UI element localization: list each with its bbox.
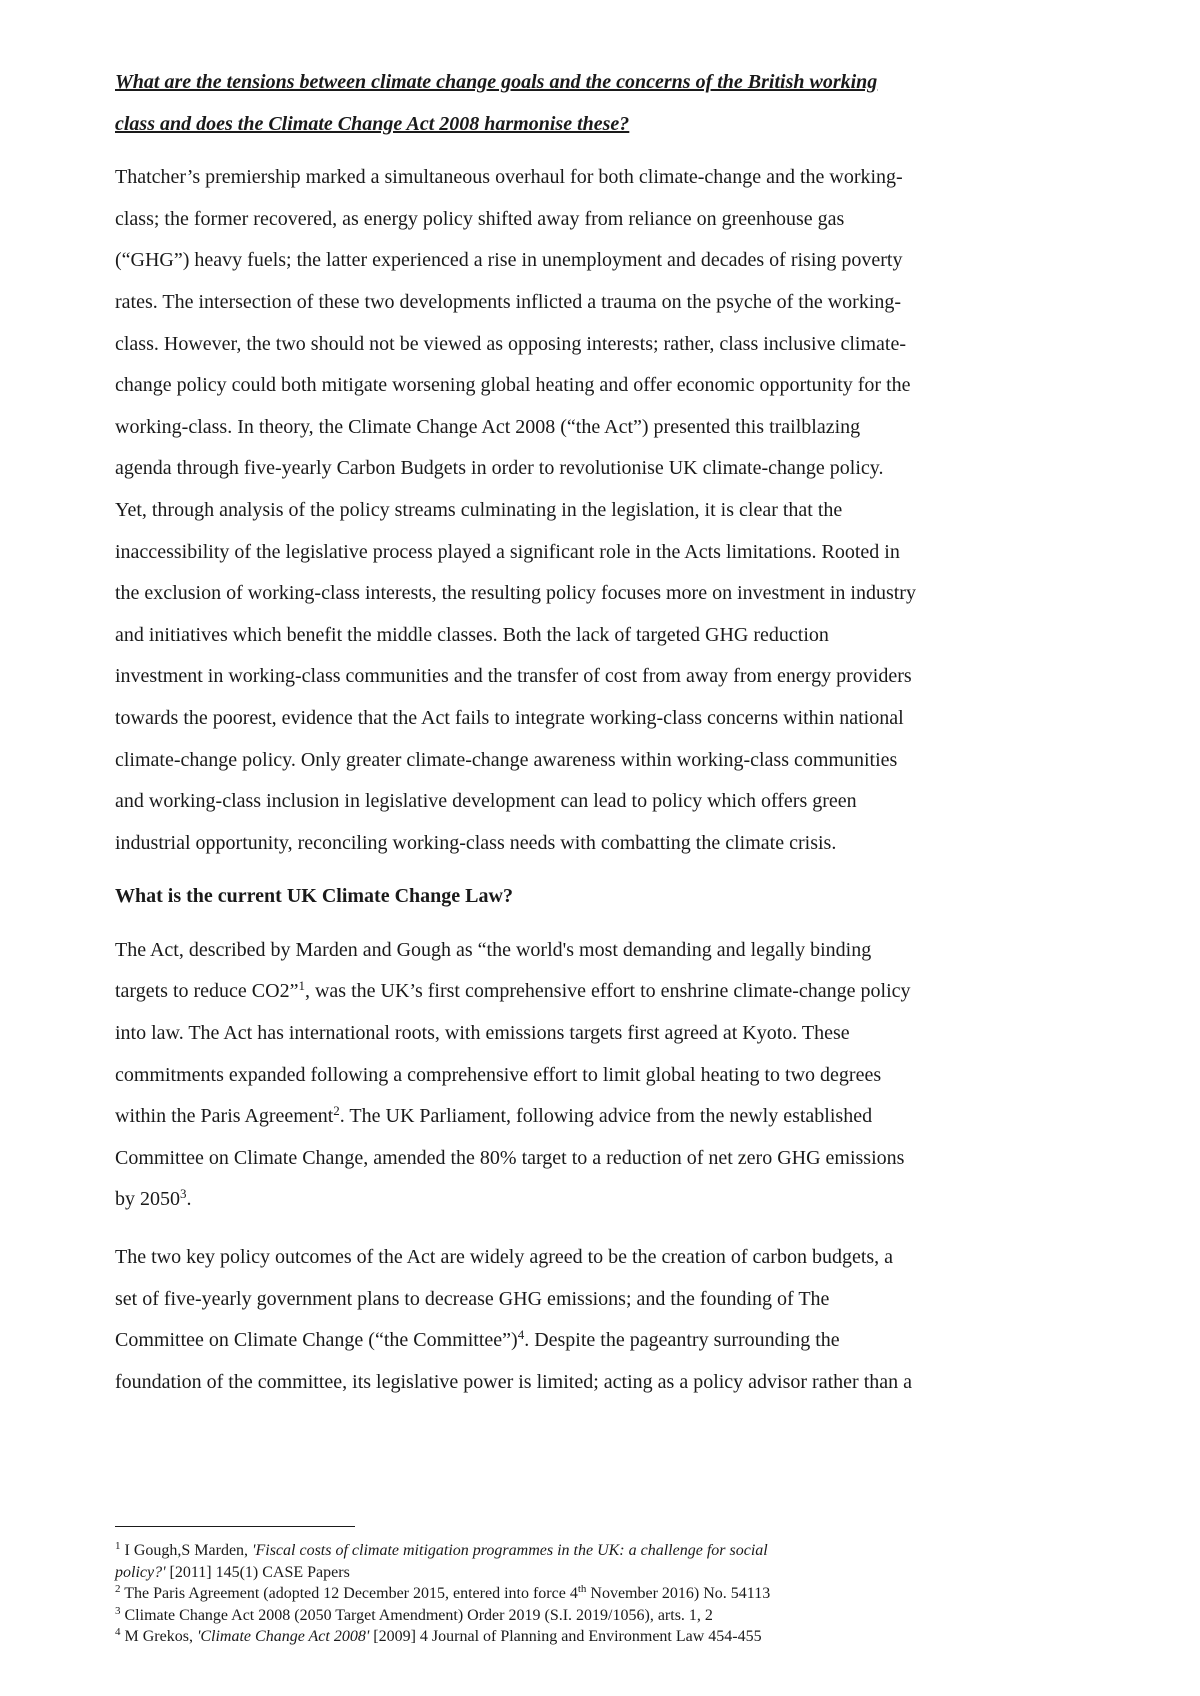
footnote-separator [115, 1526, 355, 1527]
body-text: Committee on Climate Change (“the Committee”) [115, 1329, 518, 1352]
footnote-text: Climate Change Act 2008 (2050 Target Amendment) Order 2019 (S.I. 2019/1056), arts. 1, 2 [120, 1606, 713, 1624]
intro-line: and initiatives which benefit the middle classes. Both the lack of targeted GHG reduction [115, 623, 829, 646]
intro-line: (“GHG”) heavy fuels; the latter experienced a rise in unemployment and decades of rising poverty [115, 249, 903, 272]
intro-line: the exclusion of working-class interests, the resulting policy focuses more on investment in industry [115, 582, 916, 605]
footnote-text: M Grekos, [120, 1628, 197, 1645]
footnote-number: 1 [115, 1540, 121, 1552]
footnote-text: November 2016) No. 54113 [586, 1585, 771, 1602]
footnote-1 [115, 1540, 1095, 1562]
body-text: . The UK Parliament, following advice from the newly established [339, 1105, 873, 1128]
footnote-title: 'Climate Change Act 2008' [196, 1628, 370, 1645]
body-line [115, 1096, 1095, 1138]
intro-line: class. However, the two should not be viewed as opposing interests; rather, class inclusive climate- [115, 332, 906, 355]
intro-line: and working-class inclusion in legislative development can lead to policy which offers green [115, 790, 857, 813]
footnote-ref-4[interactable]: 4 [517, 1327, 525, 1343]
footnotes [115, 1540, 1095, 1648]
intro-line: Yet, through analysis of the policy streams culminating in the legislation, it is clear that the [115, 498, 843, 521]
body-text: . Despite the pageantry surrounding the [524, 1329, 840, 1352]
essay-title-line-1: What are the tensions between climate change goals and the concerns of the British working [115, 71, 878, 93]
intro-line: industrial opportunity, reconciling working-class needs with combatting the climate crisis. [115, 831, 837, 854]
ordinal-suffix: th [577, 1583, 587, 1595]
intro-line: towards the poorest, evidence that the Act fails to integrate working-class concerns within national [115, 706, 904, 729]
footnote-4 [115, 1626, 1095, 1648]
body-text: targets to reduce CO2” [115, 980, 299, 1003]
paragraph-policy-outcomes [115, 1237, 1095, 1403]
body-line: The Act, described by Marden and Gough as “the world's most demanding and legally binding [115, 938, 872, 961]
body-text: . [186, 1188, 192, 1211]
body-line: set of five-yearly government plans to decrease GHG emissions; and the founding of The [115, 1287, 830, 1310]
footnote-ref-3[interactable]: 3 [180, 1186, 187, 1202]
footnote-text: I Gough,S Marden, [120, 1542, 253, 1559]
main-text [115, 62, 1095, 1403]
intro-line: class; the former recovered, as energy policy shifted away from reliance on greenhouse gas [115, 207, 845, 230]
intro-line: agenda through five-yearly Carbon Budgets in order to revolutionise UK climate-change policy. [115, 457, 884, 480]
body-line: The two key policy outcomes of the Act are widely agreed to be the creation of carbon budgets, a [115, 1246, 894, 1269]
body-line [115, 1320, 1095, 1362]
footnote-number: 3 [115, 1604, 121, 1617]
intro-line: climate-change policy. Only greater climate-change awareness within working-class communities [115, 748, 898, 771]
intro-line: Thatcher’s premiership marked a simultaneous overhaul for both climate-change and the working- [115, 166, 903, 189]
body-line: Committee on Climate Change, amended the 80% target to a reduction of net zero GHG emissions [115, 1146, 905, 1169]
footnote-1-cont [115, 1562, 1095, 1584]
body-line: into law. The Act has international roots, with emissions targets first agreed at Kyoto. These [115, 1022, 850, 1045]
footnote-number: 2 [115, 1583, 121, 1595]
footnote-2 [115, 1583, 1095, 1605]
footnote-ref-1[interactable]: 1 [298, 978, 305, 994]
body-text: , was the UK’s first comprehensive effort to enshrine climate-change policy [304, 980, 911, 1003]
intro-line: working-class. In theory, the Climate Change Act 2008 (“the Act”) presented this trailblazing [115, 415, 861, 438]
body-text: by 2050 [115, 1188, 180, 1211]
footnote-number: 4 [115, 1626, 121, 1638]
body-line: foundation of the committee, its legislative power is limited; acting as a policy advisor rather than a [115, 1370, 913, 1393]
body-text: within the Paris Agreement [115, 1105, 334, 1128]
body-line [115, 1179, 1095, 1221]
body-line [115, 971, 1095, 1013]
footnote-text: The Paris Agreement (adopted 12 December 2015, entered into force 4 [120, 1585, 578, 1602]
footnote-title: policy?' [115, 1563, 166, 1581]
body-line: commitments expanded following a comprehensive effort to limit global heating to two degrees [115, 1063, 882, 1086]
intro-line: rates. The intersection of these two developments inflicted a trauma on the psyche of the working- [115, 290, 902, 313]
intro-line: change policy could both mitigate worsening global heating and offer economic opportunity for the [115, 374, 911, 397]
footnote-ref-2[interactable]: 2 [333, 1103, 340, 1119]
intro-line: investment in working-class communities and the transfer of cost from away from energy providers [115, 665, 912, 688]
intro-line: inaccessibility of the legislative process played a significant role in the Acts limitations. Rooted in [115, 540, 900, 563]
footnote-title: 'Fiscal costs of climate mitigation programmes in the UK: a challenge for social [252, 1542, 768, 1559]
section-heading: What is the current UK Climate Change Law? [115, 885, 513, 908]
paragraph-uk-law [115, 930, 1095, 1221]
footnote-text: [2011] 145(1) CASE Papers [165, 1563, 350, 1581]
essay-title-line-2: class and does the Climate Change Act 2008 harmonise these? [115, 112, 630, 135]
footnote-3 [115, 1605, 1095, 1627]
footnote-text: [2009] 4 Journal of Planning and Environment Law 454-455 [369, 1628, 762, 1645]
intro-paragraph [115, 157, 1095, 864]
